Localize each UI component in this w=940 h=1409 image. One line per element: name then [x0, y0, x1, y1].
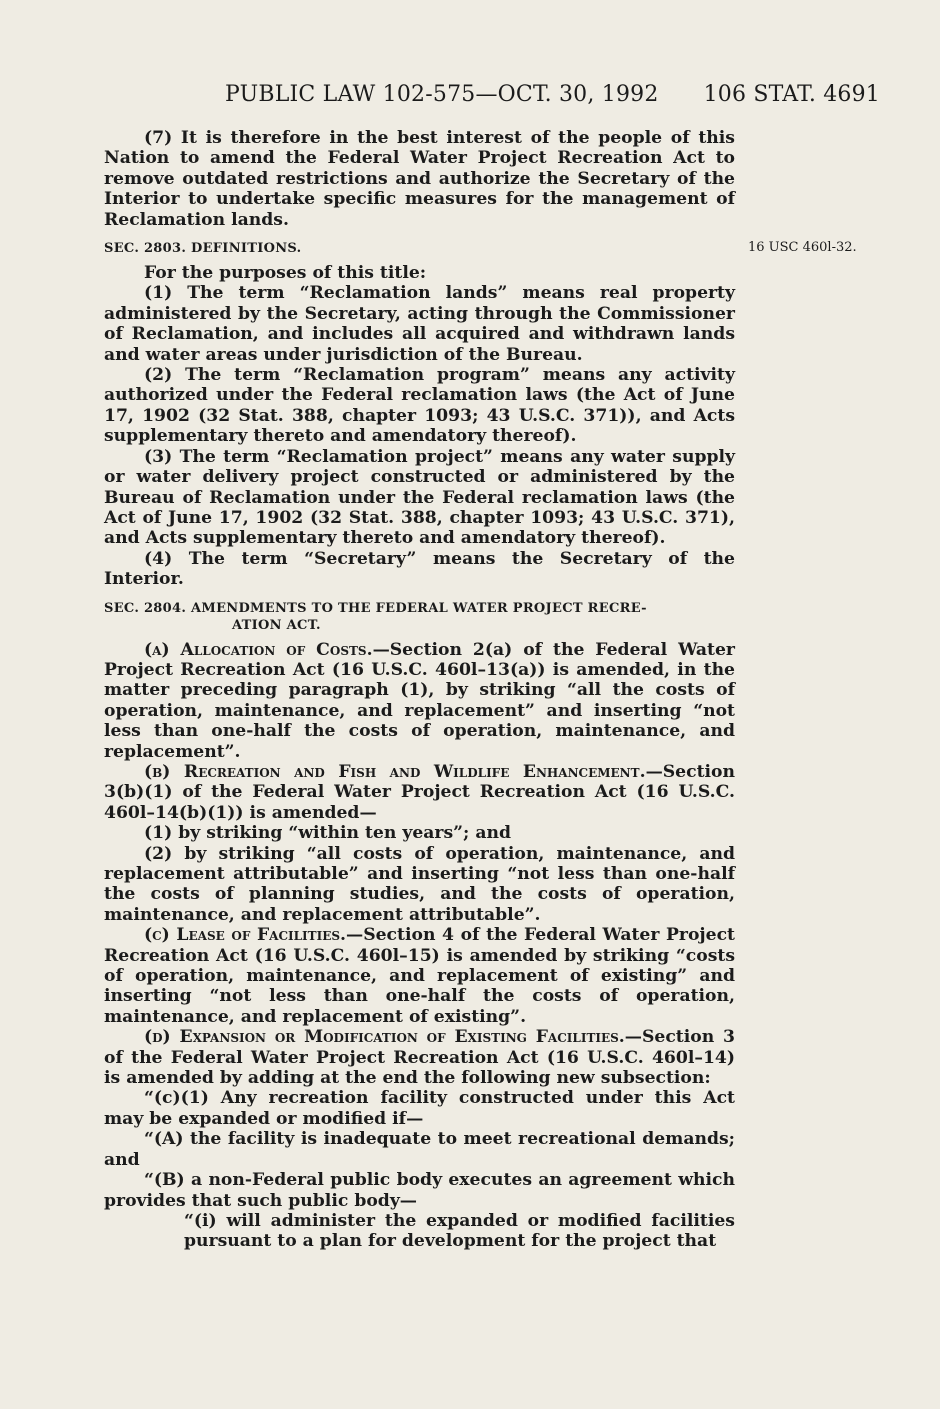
subsection-a: [104, 640, 735, 762]
page-title: PUBLIC LAW 102-575—OCT. 30, 1992: [225, 82, 659, 107]
body-text: [104, 128, 735, 1252]
subsection-c-text: —Section 4 of the Federal Water Project Recreation Act (16 U.S.C. 460l–15) is amended by striking “costs of operation, maintenance, and replacement of existing” and inserting “not less than one-half the costs of operation, maintenance, and replacement of existing”.: [104, 925, 735, 1027]
paragraph-b1: (1) by striking “within ten years”; and: [144, 823, 511, 844]
subsection-b-heading: (b) Recreation and Fish and Wildlife Enhancement.: [144, 761, 646, 782]
running-head: [225, 82, 880, 107]
section-heading-2804-line1: SEC. 2804. AMENDMENTS TO THE FEDERAL WATER PROJECT RECRE-: [104, 600, 647, 616]
stat-page-number: 106 STAT. 4691: [703, 82, 880, 107]
section-heading-2804-line2: ATION ACT.: [232, 617, 321, 633]
section-heading-2804: [104, 600, 735, 634]
subsection-d: [104, 1027, 735, 1088]
subsection-b: [104, 762, 735, 823]
subsection-c-heading: (c) Lease of Facilities.: [144, 925, 347, 946]
margin-citation: 16 USC 460l-32.: [748, 240, 857, 255]
quoted-clause-A: “(A) the facility is inadequate to meet recreational demands; and: [104, 1129, 735, 1170]
quoted-clause-i: “(i) will administer the expanded or modified facilities pursuant to a plan for development for the project that: [184, 1210, 735, 1252]
definition-2: (2) The term “Reclamation program” means any activity authorized under the Federal reclamation laws (the Act of June 17, 1902 (32 Stat. 388, chapter 1093; 43 U.S.C. 371)), and Acts supplementary thereto and amendatory thereof).: [104, 365, 735, 447]
section-heading-2803: SEC. 2803. DEFINITIONS.: [104, 241, 302, 257]
subsection-d-heading: (d) Expansion or Modification of Existing Facilities.: [144, 1027, 625, 1048]
paragraph-finding-7: (7) It is therefore in the best interest of the people of this Nation to amend the Federal Water Project Recreation Act to remove outdated restrictions and authorize the Secretary of the Interior to undertake specific measures for the management of Reclamation lands.: [104, 128, 735, 230]
definition-1: (1) The term “Reclamation lands” means real property administered by the Secretary, acting through the Commissioner of Reclamation, and includes all acquired and withdrawn lands and water areas under jurisdiction of the Bureau.: [104, 283, 735, 365]
quoted-subsection-c1: “(c)(1) Any recreation facility constructed under this Act may be expanded or modified if—: [104, 1088, 735, 1129]
quoted-clause-B: “(B) a non-Federal public body executes an agreement which provides that such public body—: [104, 1170, 735, 1211]
definition-4: (4) The term “Secretary” means the Secretary of the Interior.: [104, 548, 735, 590]
subsection-a-heading: (a) Allocation of Costs.: [144, 639, 373, 660]
paragraph-b2: (2) by striking “all costs of operation, maintenance, and replacement attributable” and inserting “not less than one-half the costs of planning studies, and the costs of operation, maintenance, and replacement attributable”.: [104, 843, 735, 925]
subsection-a-text: —Section 2(a) of the Federal Water Project Recreation Act (16 U.S.C. 460l–13(a)) is amended, in the matter preceding paragraph (1), by striking “all the costs of operation, maintenance, and replacement” and inserting “not less than one-half the costs of operation, maintenance, and replacement”.: [104, 639, 735, 762]
definitions-intro: For the purposes of this title:: [144, 263, 427, 284]
definition-3: (3) The term “Reclamation project” means any water supply or water delivery project constructed or administered by the Bureau of Reclamation under the Federal reclamation laws (the Act of June 17, 1902 (32 Stat. 388, chapter 1093; 43 U.S.C. 371), and Acts supplementary thereto and amendatory thereof).: [104, 446, 735, 549]
subsection-d-text: —Section 3 of the Federal Water Project Recreation Act (16 U.S.C. 460l–14) is amended by adding at the end the following new subsection:: [104, 1027, 735, 1089]
subsection-c: [104, 925, 735, 1027]
subsection-b-text: —Section 3(b)(1) of the Federal Water Project Recreation Act (16 U.S.C. 460l–14(b)(1)) is amended—: [104, 761, 735, 823]
